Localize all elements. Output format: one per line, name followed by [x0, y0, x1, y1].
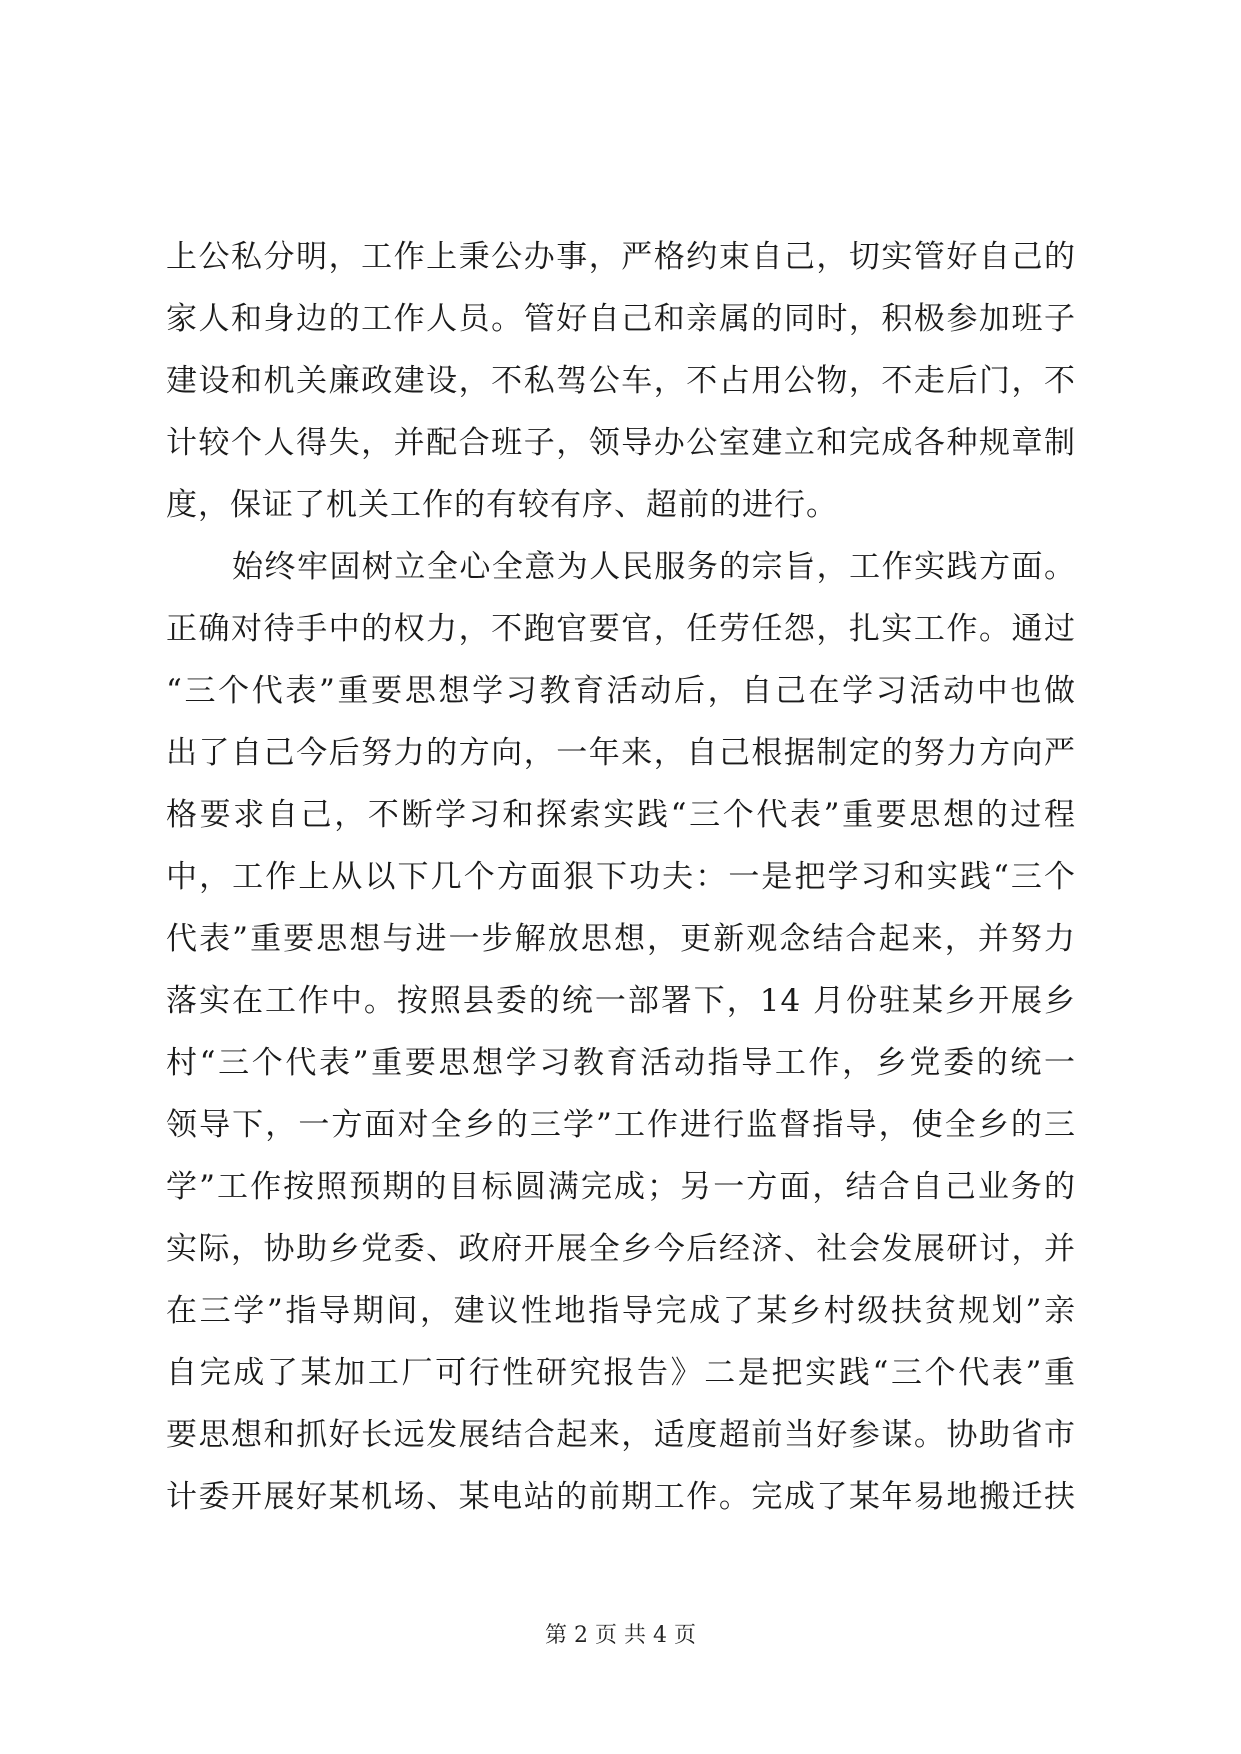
text-line: 学”工作按照预期的目标圆满完成；另一方面，结合自己业务的 — [166, 1169, 1076, 1205]
text-line: 领导下，一方面对全乡的三学”工作进行监督指导，使全乡的三 — [166, 1107, 1076, 1143]
text-line: 在三学”指导期间，建议性地指导完成了某乡村级扶贫规划”亲 — [166, 1293, 1076, 1329]
text-line: 格要求自己，不断学习和探索实践“三个代表”重要思想的过程 — [166, 797, 1076, 833]
text-line: 代表”重要思想与进一步解放思想，更新观念结合起来，并努力 — [166, 921, 1076, 957]
text-line: 村“三个代表”重要思想学习教育活动指导工作，乡党委的统一 — [166, 1045, 1076, 1081]
paragraph-first-line: 始终牢固树立全心全意为人民服务的宗旨，工作实践方面。 — [232, 549, 1076, 585]
document-body — [166, 226, 1076, 1528]
text-line: 落实在工作中。按照县委的统一部署下，14 月份驻某乡开展乡 — [166, 983, 1076, 1019]
text-line: 计较个人得失，并配合班子，领导办公室建立和完成各种规章制 — [166, 425, 1076, 461]
text-line: 要思想和抓好长远发展结合起来，适度超前当好参谋。协助省市 — [166, 1417, 1076, 1453]
text-line: 建设和机关廉政建设，不私驾公车，不占用公物，不走后门，不 — [166, 363, 1076, 399]
page-footer: 第 2 页 共 4 页 — [545, 1623, 696, 1648]
text-line: 上公私分明，工作上秉公办事，严格约束自己，切实管好自己的 — [166, 239, 1076, 275]
text-line: 正确对待手中的权力，不跑官要官，任劳任怨，扎实工作。通过 — [166, 611, 1076, 647]
text-line: 中，工作上从以下几个方面狠下功夫：一是把学习和实践“三个 — [166, 859, 1076, 895]
text-line: 家人和身边的工作人员。管好自己和亲属的同时，积极参加班子 — [166, 301, 1076, 337]
text-line: 出了自己今后努力的方向，一年来，自己根据制定的努力方向严 — [166, 735, 1076, 771]
text-line: 度，保证了机关工作的有较有序、超前的进行。 — [166, 487, 838, 523]
text-line: 自完成了某加工厂可行性研究报告》二是把实践“三个代表”重 — [166, 1355, 1076, 1391]
text-line: “三个代表”重要思想学习教育活动后，自己在学习活动中也做 — [166, 673, 1076, 709]
text-line: 计委开展好某机场、某电站的前期工作。完成了某年易地搬迁扶 — [166, 1479, 1076, 1515]
text-line: 实际，协助乡党委、政府开展全乡今后经济、社会发展研讨，并 — [166, 1231, 1076, 1267]
